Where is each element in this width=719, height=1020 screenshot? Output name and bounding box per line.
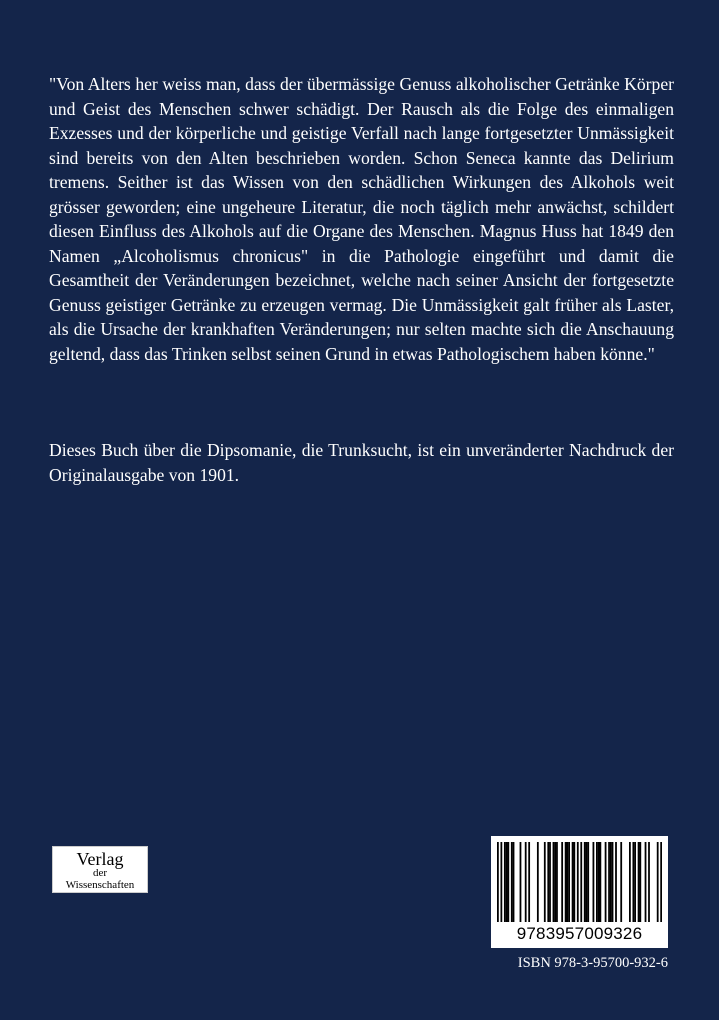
barcode-bar (586, 842, 588, 922)
blurb-quote: "Von Alters her weiss man, dass der übermässige Genuss alkoholischer Getränke Körper und Geist des Menschen schwer schädigt. Der Rausch als die Folge des einmaligen Exzesses und der körperliche und geistige Verfall nach lange fortgesetzter Unmässigkeit sind bereits von den Alten beschrieben worden. Schon Seneca kannte das Delirium tremens. Seither ist das Wissen von den schädlichen Wirkungen des Alkohols weit grösser geworden; eine ungeheure Literatur, die noch täglich mehr anwächst, schildert diesen Einfluss des Alkohols auf die Organe des Menschen. Magnus Huss hat 1849 den Namen „Alcoholismus chronicus" in die Pathologie eingeführt und damit die Gesamtheit der Veränderungen bezeichnet, welche nach seiner Ansicht der fortgesetzte Genuss geistiger Getränke zu erzeugen vermag. Die Unmässigkeit galt früher als Laster, als die Ursache der krankhaften Veränderungen; nur selten machte sich die Anschauung geltend, dass das Trinken selbst seinen Grund in etwas Pathologischem haben könne." (49, 74, 674, 364)
barcode-bar (645, 842, 647, 922)
barcode-bar (565, 842, 567, 922)
barcode-bar (648, 842, 650, 922)
barcode-bar (500, 842, 502, 922)
barcode-bar (608, 842, 610, 922)
barcode-bar (610, 842, 612, 922)
barcode-bar (605, 842, 607, 922)
barcode-bar (629, 842, 631, 922)
barcode-bar (660, 842, 662, 922)
barcode-bar (612, 842, 614, 922)
barcode-bar (566, 842, 568, 922)
barcode-bar (596, 842, 598, 922)
barcode-bar (577, 842, 579, 922)
barcode-bar (572, 842, 574, 922)
barcode-bar (497, 842, 499, 922)
isbn-barcode (491, 836, 668, 948)
barcode-bar (657, 842, 659, 922)
barcode-bar (593, 842, 595, 922)
barcode-bar (553, 842, 555, 922)
barcode-bar (632, 842, 634, 922)
barcode-bar (537, 842, 539, 922)
publisher-logo-line-2: der (92, 867, 108, 879)
barcode-bar (580, 842, 582, 922)
barcode-bar (634, 842, 636, 922)
isbn-label: ISBN 978-3-95700-932-6 (517, 955, 668, 971)
barcode-bar (561, 842, 563, 922)
barcode-bar (513, 842, 515, 922)
barcode-bar (528, 842, 530, 922)
barcode-bar (556, 842, 558, 922)
barcode-bar (520, 842, 522, 922)
barcode-bar (598, 842, 600, 922)
publisher-logo-line-3: Wissenschaften (65, 879, 135, 891)
barcode-bars (497, 842, 662, 922)
publisher-logo-line-1: Verlag (76, 849, 124, 869)
barcode-bar (504, 842, 506, 922)
barcode-bar (544, 842, 546, 922)
barcode-bar (511, 842, 513, 922)
barcode-bar (547, 842, 549, 922)
publisher-logo (52, 846, 148, 893)
barcode-bar (525, 842, 527, 922)
barcode-bar (639, 842, 641, 922)
barcode-digits: 9783957009326 (516, 924, 643, 943)
barcode-bar (615, 842, 617, 922)
barcode-bar (568, 842, 570, 922)
barcode-bar (587, 842, 589, 922)
barcode-bar (573, 842, 575, 922)
barcode-bar (584, 842, 586, 922)
barcode-bar (620, 842, 622, 922)
barcode-bar (506, 842, 508, 922)
barcode-bar (507, 842, 509, 922)
barcode-bar (554, 842, 556, 922)
barcode-bar (638, 842, 640, 922)
edition-note: Dieses Buch über die Dipsomanie, die Trunksucht, ist ein unveränderter Nachdruck der Originalausgabe von 1901. (49, 440, 674, 485)
barcode-bar (549, 842, 551, 922)
barcode-bar (599, 842, 601, 922)
